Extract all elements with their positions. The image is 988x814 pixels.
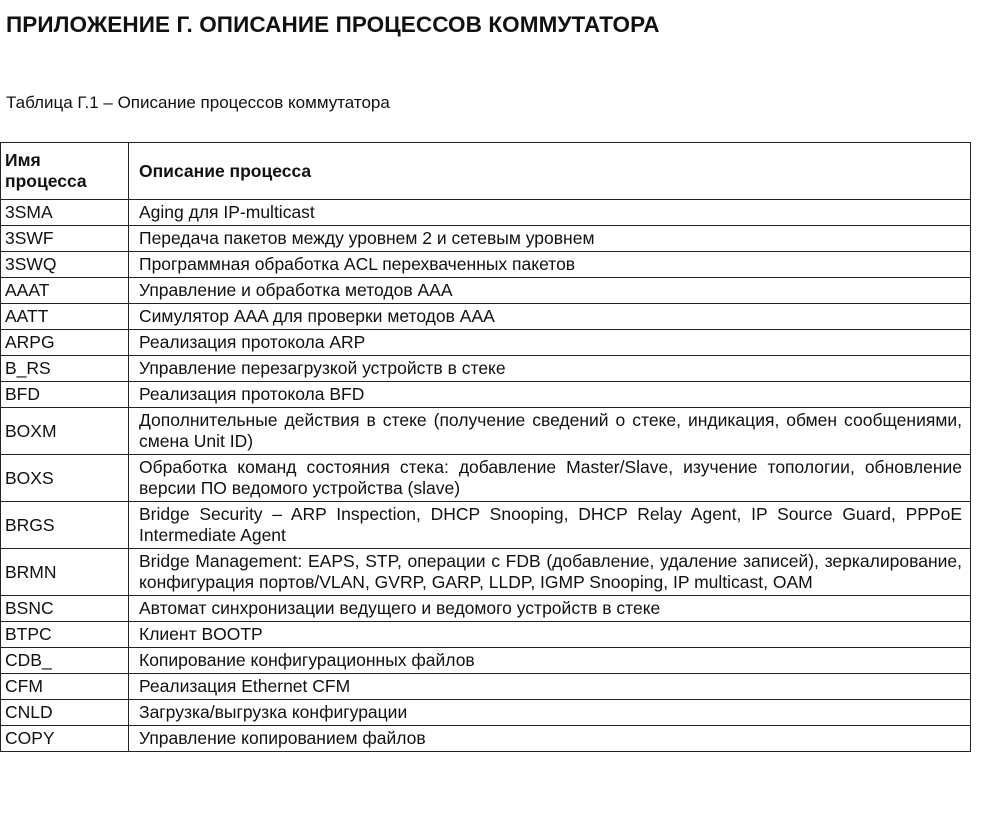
process-name-cell: BSNC	[1, 596, 129, 622]
process-name-cell: BOXS	[1, 455, 129, 502]
table-row	[1, 408, 971, 455]
process-name-cell: BFD	[1, 382, 129, 408]
header-process-description: Описание процесса	[129, 143, 971, 200]
table-row	[1, 549, 971, 596]
header-process-name: Имя процесса	[1, 143, 129, 200]
process-description-cell: Управление и обработка методов AAA	[129, 278, 971, 304]
table-row	[1, 278, 971, 304]
process-description-cell: Реализация Ethernet CFM	[129, 674, 971, 700]
table-row	[1, 226, 971, 252]
process-name-cell: 3SMA	[1, 200, 129, 226]
table-row	[1, 726, 971, 752]
table-row	[1, 455, 971, 502]
process-description-cell: Загрузка/выгрузка конфигурации	[129, 700, 971, 726]
table-row	[1, 200, 971, 226]
table-row	[1, 252, 971, 278]
process-name-cell: 3SWF	[1, 226, 129, 252]
process-description-cell: Симулятор AAA для проверки методов AAA	[129, 304, 971, 330]
process-description-cell: Bridge Management: EAPS, STP, операции с FDB (добавление, удаление записей), зеркалирование, конфигурация портов/VLAN, GVRP, GARP, LLDP, IGMP Snooping, IP multicast, OAM	[129, 549, 971, 596]
process-description-cell: Реализация протокола ARP	[129, 330, 971, 356]
table-row	[1, 330, 971, 356]
process-name-cell: CDB_	[1, 648, 129, 674]
process-description-cell: Передача пакетов между уровнем 2 и сетевым уровнем	[129, 226, 971, 252]
table-header-row	[1, 143, 971, 200]
process-name-cell: BOXM	[1, 408, 129, 455]
process-table	[0, 142, 971, 752]
table-row	[1, 648, 971, 674]
process-name-cell: COPY	[1, 726, 129, 752]
process-description-cell: Копирование конфигурационных файлов	[129, 648, 971, 674]
table-row	[1, 304, 971, 330]
process-description-cell: Клиент BOOTP	[129, 622, 971, 648]
process-description-cell: Bridge Security – ARP Inspection, DHCP Snooping, DHCP Relay Agent, IP Source Guard, PPPoE Intermediate Agent	[129, 502, 971, 549]
process-description-cell: Дополнительные действия в стеке (получение сведений о стеке, индикация, обмен сообщениями, смена Unit ID)	[129, 408, 971, 455]
table-row	[1, 382, 971, 408]
process-description-cell: Реализация протокола BFD	[129, 382, 971, 408]
table-caption: Таблица Г.1 – Описание процессов коммутатора	[6, 93, 390, 112]
process-name-cell: BRMN	[1, 549, 129, 596]
process-description-cell: Управление копированием файлов	[129, 726, 971, 752]
process-name-cell: AAAT	[1, 278, 129, 304]
process-description-cell: Обработка команд состояния стека: добавление Master/Slave, изучение топологии, обновление версии ПО ведомого устройства (slave)	[129, 455, 971, 502]
process-name-cell: B_RS	[1, 356, 129, 382]
table-row	[1, 596, 971, 622]
process-name-cell: BTPC	[1, 622, 129, 648]
process-name-cell: CNLD	[1, 700, 129, 726]
table-row	[1, 622, 971, 648]
process-name-cell: BRGS	[1, 502, 129, 549]
process-description-cell: Программная обработка ACL перехваченных пакетов	[129, 252, 971, 278]
table-row	[1, 700, 971, 726]
process-description-cell: Управление перезагрузкой устройств в стеке	[129, 356, 971, 382]
table-row	[1, 502, 971, 549]
process-name-cell: AATT	[1, 304, 129, 330]
table-body	[1, 200, 971, 752]
table-row	[1, 674, 971, 700]
process-name-cell: ARPG	[1, 330, 129, 356]
process-name-cell: 3SWQ	[1, 252, 129, 278]
process-description-cell: Автомат синхронизации ведущего и ведомого устройств в стеке	[129, 596, 971, 622]
document-heading: ПРИЛОЖЕНИЕ Г. ОПИСАНИЕ ПРОЦЕССОВ КОММУТАТОРА	[6, 12, 660, 37]
table-row	[1, 356, 971, 382]
process-name-cell: CFM	[1, 674, 129, 700]
process-description-cell: Aging для IP-multicast	[129, 200, 971, 226]
